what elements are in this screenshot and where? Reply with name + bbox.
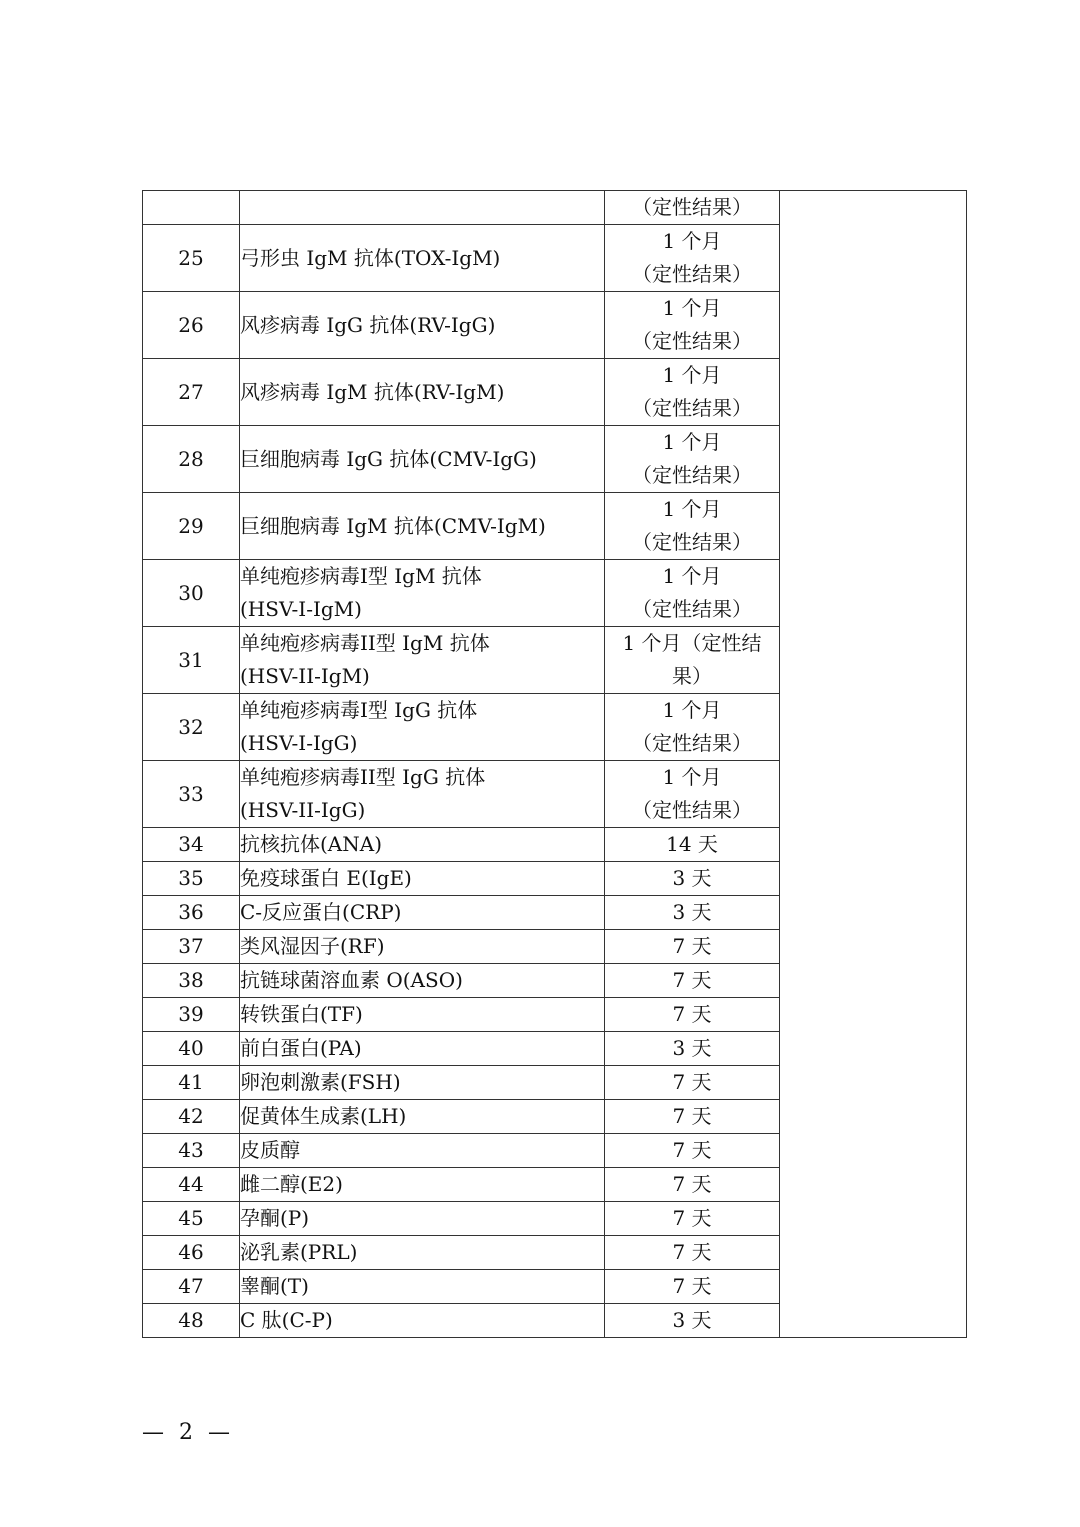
test-item-cell [240, 292, 605, 359]
row-number: 38 [143, 964, 240, 998]
validity-period-line: 1 个月 [662, 698, 722, 722]
validity-period-cell [605, 560, 780, 627]
validity-period-line: 7 天 [672, 1138, 712, 1162]
row-number: 31 [143, 627, 240, 694]
validity-period-line: 1 个月 [662, 430, 722, 454]
validity-period-line: 果） [672, 664, 712, 688]
validity-period-cell [605, 828, 780, 862]
validity-period-cell [605, 1202, 780, 1236]
test-item-line: 单纯疱疹病毒I型 IgG 抗体 [240, 698, 478, 722]
test-item-cell [240, 560, 605, 627]
test-item-cell [240, 1066, 605, 1100]
row-number: 47 [143, 1270, 240, 1304]
validity-period-line: 1 个月 [662, 229, 722, 253]
test-item-line: 类风湿因子(RF) [240, 934, 385, 958]
validity-period-cell [605, 896, 780, 930]
row-number: 48 [143, 1304, 240, 1338]
page-number: — 2 — [142, 1420, 234, 1445]
test-item-line: C-反应蛋白(CRP) [240, 900, 402, 924]
test-item-cell [240, 1100, 605, 1134]
validity-period-line: 3 天 [672, 900, 712, 924]
test-item-line: 雌二醇(E2) [240, 1172, 343, 1196]
row-number: 42 [143, 1100, 240, 1134]
validity-period-cell [605, 292, 780, 359]
test-item-cell [240, 1270, 605, 1304]
row-number: 35 [143, 862, 240, 896]
validity-period-line: 7 天 [672, 1172, 712, 1196]
test-item-cell [240, 896, 605, 930]
row-number: 36 [143, 896, 240, 930]
test-item-line: 转铁蛋白(TF) [240, 1002, 363, 1026]
validity-period-line: 1 个月 [662, 765, 722, 789]
test-item-line: 孕酮(P) [240, 1206, 310, 1230]
validity-period-line: 1 个月（定性结 [622, 631, 762, 655]
test-item-cell [240, 862, 605, 896]
validity-period-line: （定性结果） [632, 530, 752, 554]
test-item-line: 前白蛋白(PA) [240, 1036, 362, 1060]
validity-period-line: 7 天 [672, 1104, 712, 1128]
validity-period-line: 7 天 [672, 1206, 712, 1230]
row-number: 46 [143, 1236, 240, 1270]
validity-period-line: 1 个月 [662, 296, 722, 320]
remarks-cell [780, 191, 967, 1338]
row-number: 41 [143, 1066, 240, 1100]
validity-period-line: （定性结果） [632, 463, 752, 487]
test-item-line: 促黄体生成素(LH) [240, 1104, 407, 1128]
validity-period-line: 1 个月 [662, 497, 722, 521]
validity-period-line: （定性结果） [632, 262, 752, 286]
test-item-line: 单纯疱疹病毒II型 IgM 抗体 [240, 631, 490, 655]
validity-period-cell [605, 426, 780, 493]
validity-period-cell [605, 191, 780, 225]
table-row [143, 191, 967, 225]
test-item-cell [240, 1236, 605, 1270]
validity-period-line: （定性结果） [632, 798, 752, 822]
test-item-cell [240, 761, 605, 828]
test-item-line: 单纯疱疹病毒I型 IgM 抗体 [240, 564, 482, 588]
validity-period-line: 1 个月 [662, 564, 722, 588]
test-item-line: 睾酮(T) [240, 1274, 309, 1298]
validity-period-line: （定性结果） [632, 195, 752, 219]
test-item-cell [240, 493, 605, 560]
test-item-cell [240, 627, 605, 694]
validity-period-cell [605, 1270, 780, 1304]
row-number: 30 [143, 560, 240, 627]
row-number [143, 191, 240, 225]
validity-period-cell [605, 1134, 780, 1168]
validity-period-line: （定性结果） [632, 731, 752, 755]
validity-period-cell [605, 1032, 780, 1066]
test-item-cell [240, 426, 605, 493]
test-item-line: 巨细胞病毒 IgG 抗体(CMV-IgG) [240, 446, 537, 471]
test-item-line: 风疹病毒 IgM 抗体(RV-IgM) [240, 379, 505, 404]
test-item-cell [240, 964, 605, 998]
validity-period-cell [605, 1236, 780, 1270]
validity-period-line: （定性结果） [632, 329, 752, 353]
validity-period-cell [605, 1168, 780, 1202]
validity-period-cell [605, 1304, 780, 1338]
test-item-line: (HSV-I-IgM) [240, 597, 362, 621]
validity-period-line: 1 个月 [662, 363, 722, 387]
validity-period-cell [605, 761, 780, 828]
validity-period-line: 7 天 [672, 1070, 712, 1094]
validity-period-line: 7 天 [672, 1240, 712, 1264]
row-number: 33 [143, 761, 240, 828]
validity-period-cell [605, 225, 780, 292]
row-number: 27 [143, 359, 240, 426]
test-item-line: 弓形虫 IgM 抗体(TOX-IgM) [240, 245, 501, 270]
row-number: 37 [143, 930, 240, 964]
test-item-line: 免疫球蛋白 E(IgE) [240, 866, 412, 890]
row-number: 45 [143, 1202, 240, 1236]
test-item-line: (HSV-II-IgM) [240, 664, 370, 688]
validity-period-line: 3 天 [672, 1036, 712, 1060]
validity-period-cell [605, 964, 780, 998]
test-item-line: 卵泡刺激素(FSH) [240, 1070, 401, 1094]
test-item-line: 单纯疱疹病毒II型 IgG 抗体 [240, 765, 486, 789]
validity-period-line: 3 天 [672, 1308, 712, 1332]
test-item-cell [240, 359, 605, 426]
validity-period-line: （定性结果） [632, 396, 752, 420]
validity-period-cell [605, 359, 780, 426]
validity-period-cell [605, 694, 780, 761]
validity-period-cell [605, 627, 780, 694]
row-number: 34 [143, 828, 240, 862]
test-item-line: 泌乳素(PRL) [240, 1240, 358, 1264]
test-item-cell [240, 694, 605, 761]
results-validity-table [142, 190, 967, 1338]
test-item-line: C 肽(C-P) [240, 1308, 333, 1332]
row-number: 28 [143, 426, 240, 493]
test-item-cell [240, 1032, 605, 1066]
test-item-cell [240, 1134, 605, 1168]
validity-period-line: 7 天 [672, 968, 712, 992]
validity-period-line: 14 天 [666, 832, 718, 856]
row-number: 25 [143, 225, 240, 292]
validity-period-line: 7 天 [672, 934, 712, 958]
test-item-cell [240, 1202, 605, 1236]
test-item-cell [240, 828, 605, 862]
row-number: 43 [143, 1134, 240, 1168]
test-item-line: 风疹病毒 IgG 抗体(RV-IgG) [240, 312, 496, 337]
row-number: 32 [143, 694, 240, 761]
table-body [143, 191, 967, 1338]
validity-period-cell [605, 998, 780, 1032]
test-item-line: (HSV-I-IgG) [240, 731, 358, 755]
test-item-cell [240, 1168, 605, 1202]
validity-period-line: 7 天 [672, 1274, 712, 1298]
validity-period-cell [605, 1066, 780, 1100]
row-number: 26 [143, 292, 240, 359]
validity-period-line: 3 天 [672, 866, 712, 890]
test-item-line: (HSV-II-IgG) [240, 798, 366, 822]
test-item-cell [240, 191, 605, 225]
row-number: 29 [143, 493, 240, 560]
validity-period-line: 7 天 [672, 1002, 712, 1026]
row-number: 39 [143, 998, 240, 1032]
validity-period-cell [605, 1100, 780, 1134]
test-item-line: 巨细胞病毒 IgM 抗体(CMV-IgM) [240, 513, 546, 538]
row-number: 40 [143, 1032, 240, 1066]
test-item-line: 抗链球菌溶血素 O(ASO) [240, 968, 463, 992]
test-item-cell [240, 1304, 605, 1338]
test-item-line: 皮质醇 [240, 1138, 300, 1162]
validity-period-cell [605, 493, 780, 560]
row-number: 44 [143, 1168, 240, 1202]
test-item-line: 抗核抗体(ANA) [240, 832, 382, 856]
validity-period-cell [605, 930, 780, 964]
validity-period-line: （定性结果） [632, 597, 752, 621]
test-item-cell [240, 930, 605, 964]
test-item-cell [240, 225, 605, 292]
validity-period-cell [605, 862, 780, 896]
test-item-cell [240, 998, 605, 1032]
